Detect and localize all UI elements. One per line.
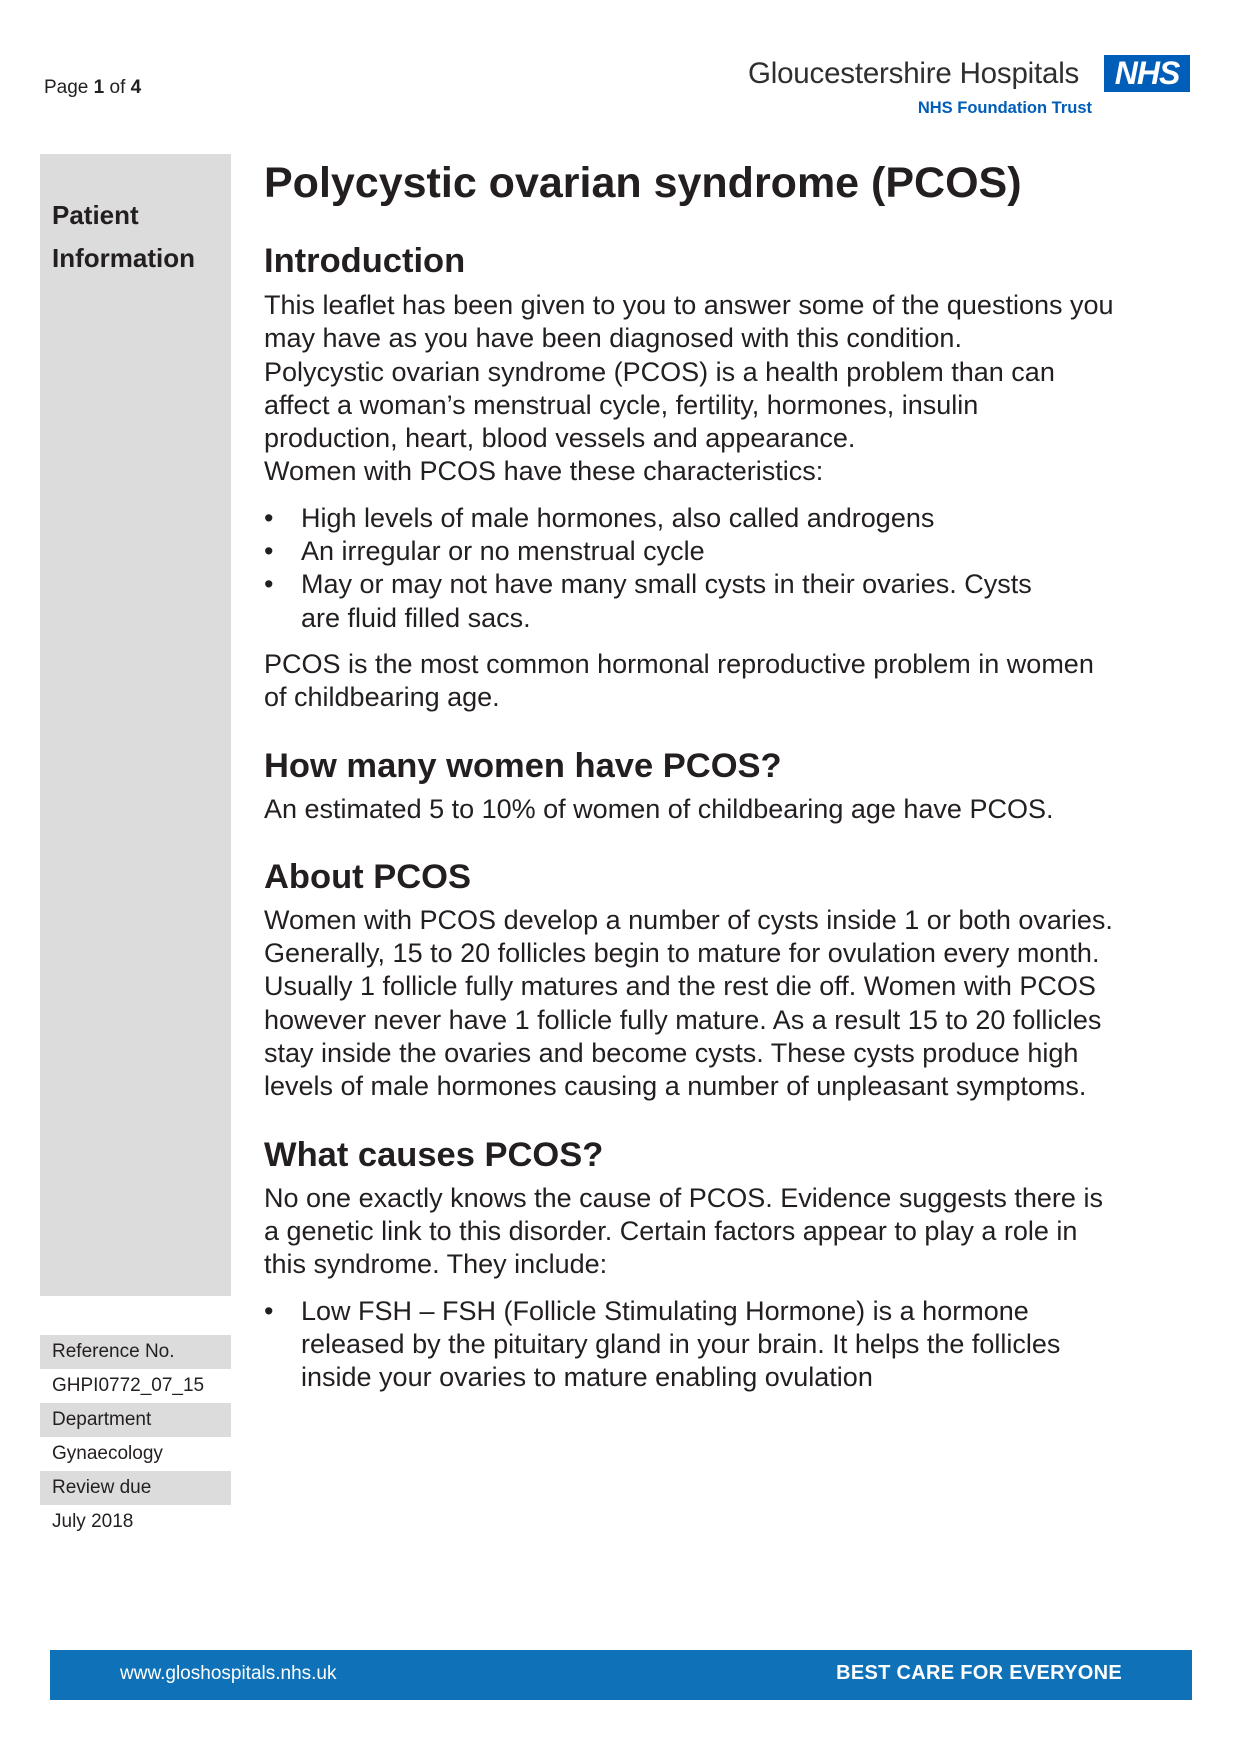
bullet-icon: • — [264, 502, 274, 533]
footer-bar — [50, 1650, 1192, 1700]
document-meta — [40, 1335, 231, 1539]
causes-heading: What causes PCOS? — [264, 1135, 604, 1174]
causes-list — [264, 1295, 1114, 1395]
intro-heading: Introduction — [264, 242, 466, 280]
list-item-text: May or may not have many small cysts in their ovaries. Cysts are fluid filled sacs. — [301, 569, 1032, 633]
sidebar-title-line2: Information — [52, 243, 195, 273]
trust-name: Gloucestershire Hospitals — [748, 57, 1080, 90]
sidebar-title — [52, 194, 195, 280]
trust-subtitle: NHS Foundation Trust — [917, 99, 1092, 117]
footer-website-link[interactable]: www.gloshospitals.nhs.uk — [120, 1663, 337, 1684]
document-title: Polycystic ovarian syndrome (PCOS) — [264, 159, 1022, 207]
about-heading: About PCOS — [264, 857, 471, 896]
intro-paragraph-2: Polycystic ovarian syndrome (PCOS) is a health problem than can affect a woman’s menstrual cycle, fertility, hormones, insulin production, heart, blood vessels and appearance. — [264, 356, 1055, 454]
list-item-text: An irregular or no menstrual cycle — [301, 536, 705, 567]
how-many-heading: How many women have PCOS? — [264, 746, 782, 785]
list-item — [264, 535, 1114, 568]
page-number — [44, 77, 141, 99]
sidebar-title-line1: Patient — [52, 200, 139, 230]
intro-paragraph-1: This leaflet has been given to you to answer some of the questions you may have as you have been diagnosed with this condition. — [264, 290, 1114, 354]
intro-paragraph-4: PCOS is the most common hormonal reproductive problem in women of childbearing age. — [264, 648, 1094, 713]
list-item — [264, 1295, 1114, 1395]
footer-tagline: BEST CARE FOR EVERYONE — [836, 1662, 1122, 1684]
characteristics-list — [264, 502, 1114, 635]
list-item — [264, 502, 1114, 535]
reference-label: Reference No. — [40, 1335, 231, 1369]
list-item — [264, 568, 1114, 635]
main-content — [264, 154, 1114, 1394]
page-total: 4 — [130, 77, 142, 98]
sidebar-panel — [40, 154, 231, 1296]
causes-paragraph: No one exactly knows the cause of PCOS. Evidence suggests there is a genetic link to this disorder. Certain factors appear to play a role in this syndrome. They include: — [264, 1182, 1103, 1280]
about-paragraph: Women with PCOS develop a number of cysts inside 1 or both ovaries. Generally, 15 to 20 follicles begin to mature for ovulation every month. Usually 1 follicle fully matures and the rest die off. Women with PCOS however never have 1 follicle fully mature. As a result 15 to 20 follicles stay inside the ovaries and become cysts. These cysts produce high levels of male hormones causing a number of unpleasant symptoms. — [264, 904, 1113, 1102]
trust-logo — [748, 55, 1190, 121]
reference-value: GHPI0772_07_15 — [52, 1375, 205, 1396]
list-item-text: Low FSH – FSH (Follicle Stimulating Hormone) is a hormone released by the pituitary gland in your brain. It helps the follicles inside your ovaries to mature enabling ovulation — [301, 1295, 1061, 1393]
page-of: of — [104, 77, 131, 98]
bullet-icon: • — [264, 569, 274, 600]
page-prefix: Page — [44, 77, 94, 98]
review-value: July 2018 — [52, 1511, 134, 1532]
department-label: Department — [40, 1403, 231, 1437]
page-current: 1 — [93, 77, 105, 98]
list-item-text: High levels of male hormones, also called androgens — [301, 502, 935, 533]
nhs-badge-icon: NHS — [1104, 55, 1190, 92]
department-value: Gynaecology — [52, 1443, 163, 1464]
bullet-icon: • — [264, 1295, 274, 1326]
how-many-paragraph: An estimated 5 to 10% of women of childbearing age have PCOS. — [264, 793, 1054, 824]
intro-paragraph-3: Women with PCOS have these characteristics: — [264, 456, 824, 487]
bullet-icon: • — [264, 536, 274, 567]
review-label: Review due — [40, 1471, 231, 1505]
